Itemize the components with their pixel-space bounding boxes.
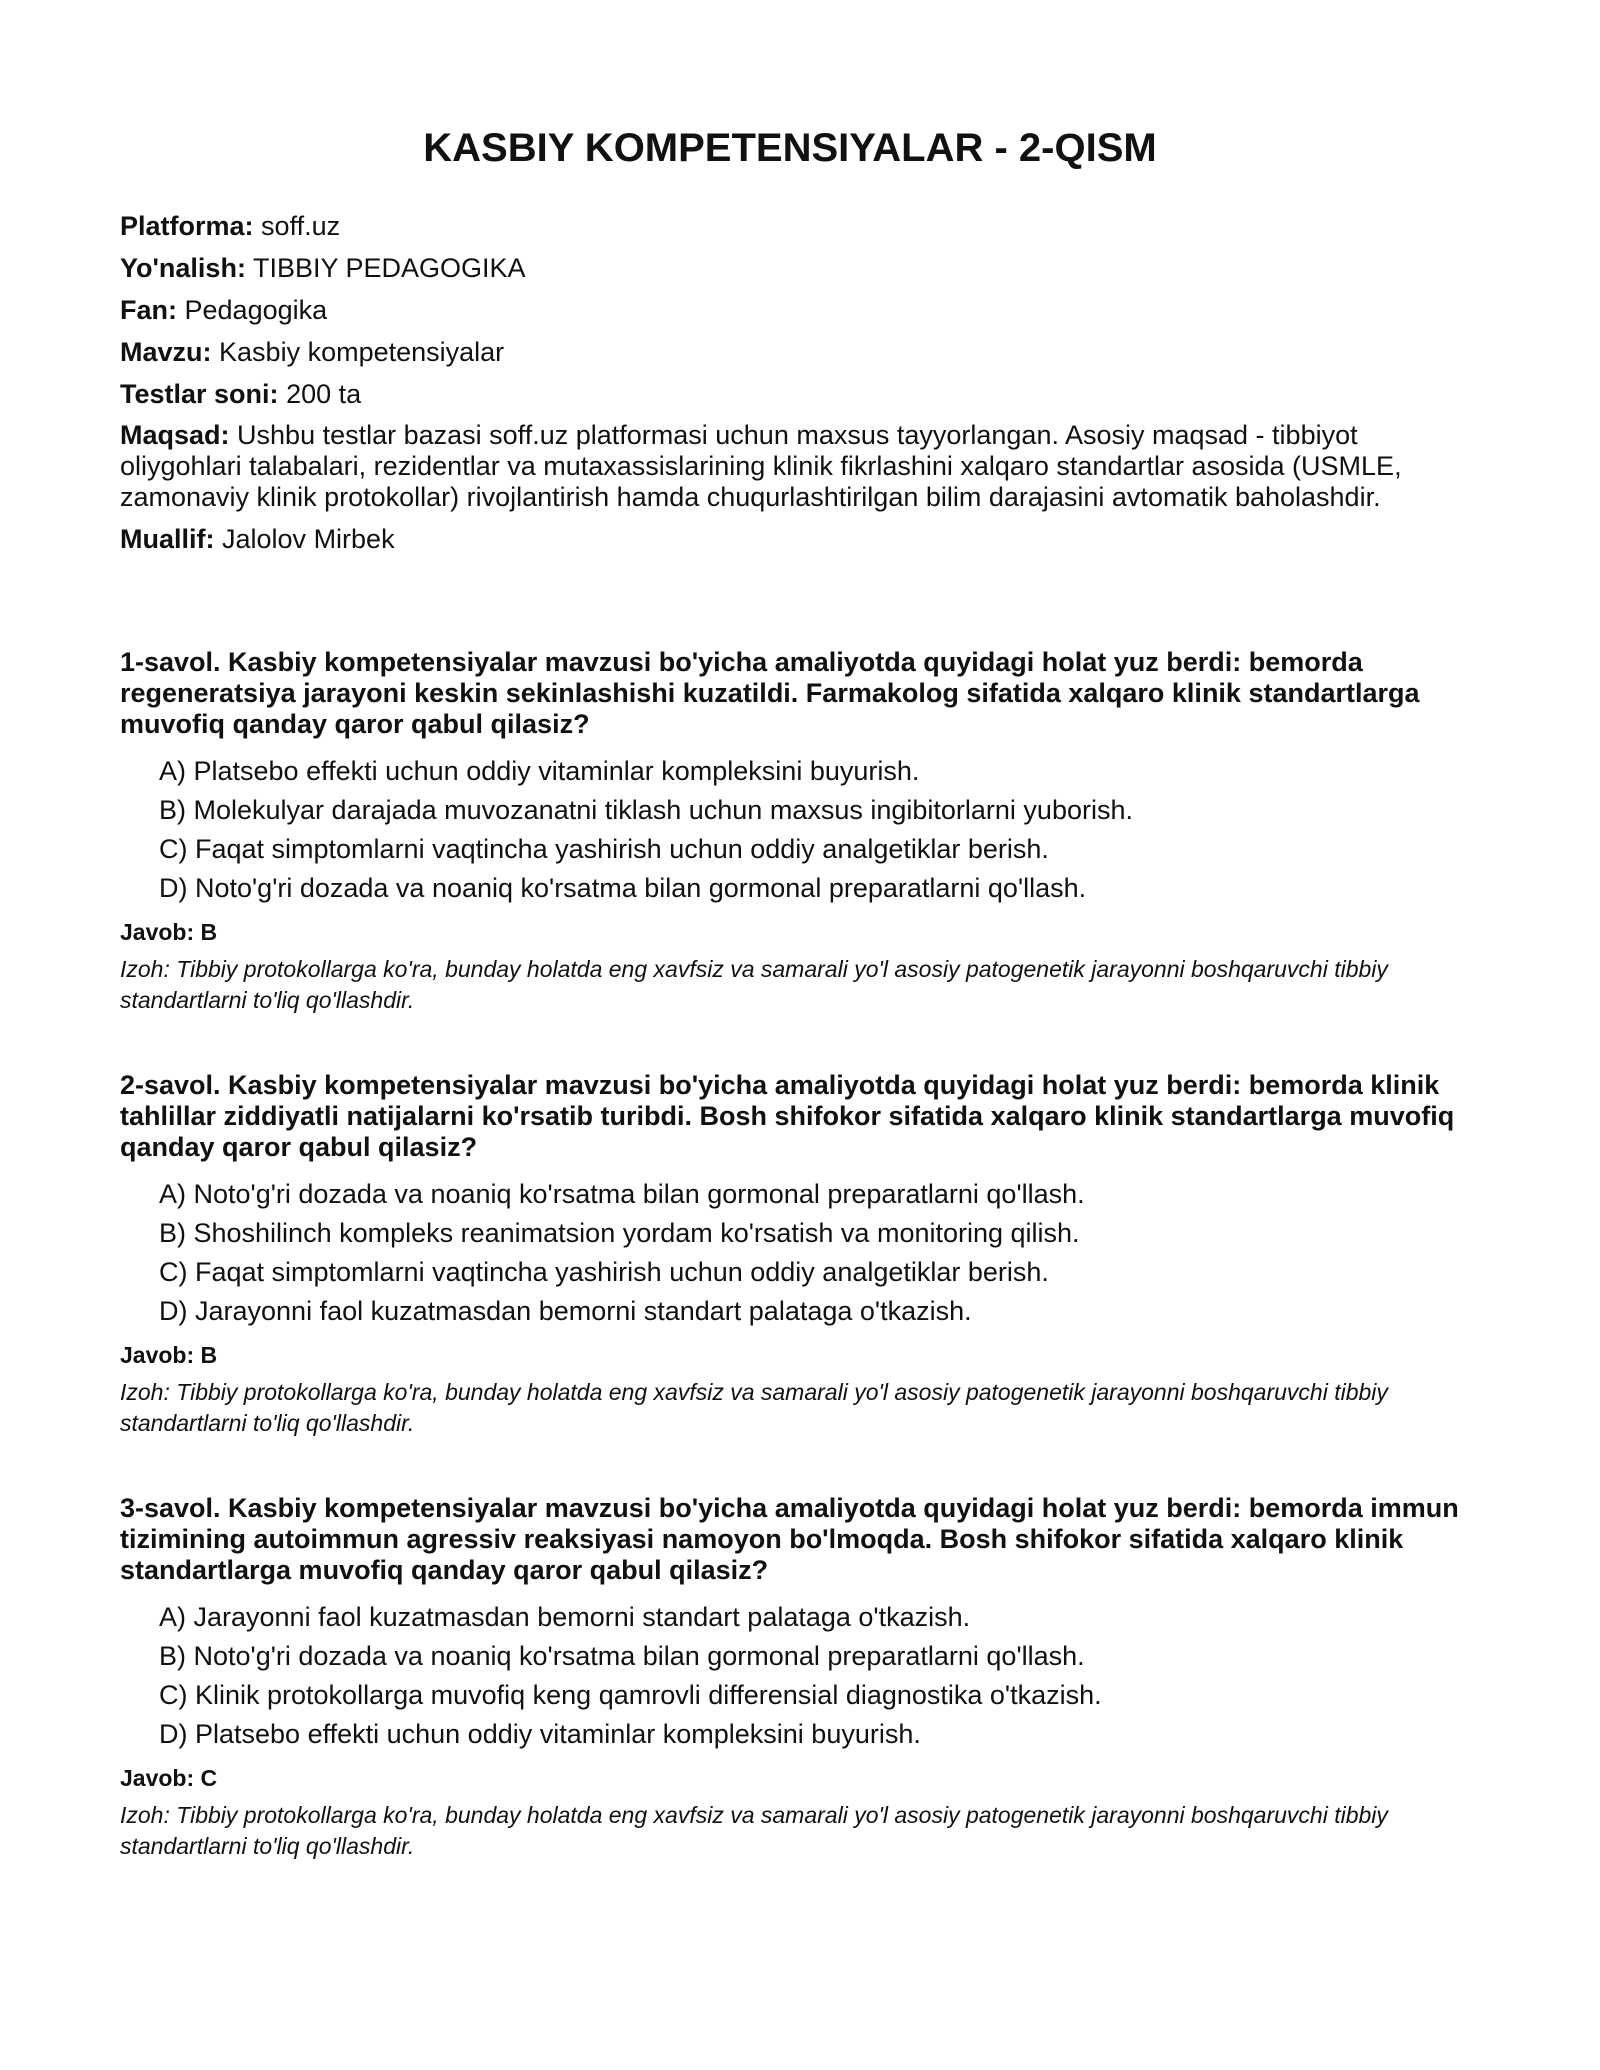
option-b: B) Shoshilinch kompleks reanimatsion yordam ko'rsatish va monitoring qilish. bbox=[159, 1218, 1080, 1248]
option-a: A) Jarayonni faol kuzatmasdan bemorni standart palataga o'tkazish. bbox=[159, 1602, 971, 1632]
answer-options bbox=[120, 1598, 1460, 1754]
option-c: C) Klinik protokollarga muvofiq keng qamrovli differensial diagnostika o'tkazish. bbox=[159, 1680, 1102, 1710]
document-title: KASBIY KOMPETENSIYALAR - 2-QISM bbox=[423, 126, 1157, 170]
option-b: B) Noto'g'ri dozada va noaniq ko'rsatma bilan gormonal preparatlarni qo'llash. bbox=[159, 1641, 1085, 1671]
meta-topic bbox=[120, 336, 1460, 368]
explanation-note: Izoh: Tibbiy protokollarga ko'ra, bunday holatda eng xavfsiz va samarali yo'l asosiy patogenetik jarayonni boshqaruvchi tibbiy standartlarni to'liq qo'llashdir. bbox=[120, 1379, 1388, 1436]
meta-author-value: Jalolov Mirbek bbox=[222, 524, 395, 554]
option-a: A) Platsebo effekti uchun oddiy vitaminlar kompleksini buyurish. bbox=[159, 756, 920, 786]
document-page bbox=[120, 120, 1460, 1862]
meta-direction-label: Yo'nalish: bbox=[120, 253, 246, 283]
meta-count-label: Testlar soni: bbox=[120, 379, 279, 409]
meta-topic-value: Kasbiy kompetensiyalar bbox=[219, 337, 505, 367]
question-2 bbox=[120, 1070, 1460, 1439]
correct-answer: Javob: B bbox=[120, 919, 218, 945]
option-c: C) Faqat simptomlarni vaqtincha yashirish uchun oddiy analgetiklar berish. bbox=[159, 834, 1049, 864]
correct-answer: Javob: C bbox=[120, 1765, 218, 1791]
explanation-note: Izoh: Tibbiy protokollarga ko'ra, bunday holatda eng xavfsiz va samarali yo'l asosiy patogenetik jarayonni boshqaruvchi tibbiy standartlarni to'liq qo'llashdir. bbox=[120, 1802, 1388, 1859]
meta-subject-label: Fan: bbox=[120, 295, 177, 325]
meta-topic-label: Mavzu: bbox=[120, 337, 212, 367]
option-d: D) Platsebo effekti uchun oddiy vitaminlar kompleksini buyurish. bbox=[159, 1719, 921, 1749]
meta-subject bbox=[120, 294, 1460, 326]
question-text: 3-savol. Kasbiy kompetensiyalar mavzusi bo'yicha amaliyotda quyidagi holat yuz berdi: bemorda immun tizimining autoimmun agressiv reaksiyasi namoyon bo'lmoqda. Bosh shifokor sifatida xalqaro klinik standartlarga muvofiq qanday qaror qabul qilasiz? bbox=[120, 1493, 1459, 1585]
question-1 bbox=[120, 647, 1460, 1016]
meta-goal-value: Ushbu testlar bazasi soff.uz platformasi uchun maxsus tayyorlangan. Asosiy maqsad - tibbiyot oliygohlari talabalari, rezidentlar va mutaxassislarining klinik fikrlashini xalqaro standartlar asosida (USMLE, zamonaviy klinik protokollar) rivojlantirish hamda chuqurlashtirilgan bilim darajasini avtomatik baholashdir. bbox=[120, 420, 1402, 512]
explanation-note: Izoh: Tibbiy protokollarga ko'ra, bunday holatda eng xavfsiz va samarali yo'l asosiy patogenetik jarayonni boshqaruvchi tibbiy standartlarni to'liq qo'llashdir. bbox=[120, 956, 1388, 1013]
meta-count-value: 200 ta bbox=[286, 379, 362, 409]
option-b: B) Molekulyar darajada muvozanatni tiklash uchun maxsus ingibitorlarni yuborish. bbox=[159, 795, 1133, 825]
option-a: A) Noto'g'ri dozada va noaniq ko'rsatma bilan gormonal preparatlarni qo'llash. bbox=[159, 1179, 1085, 1209]
correct-answer: Javob: B bbox=[120, 1342, 218, 1368]
answer-options bbox=[120, 752, 1460, 908]
meta-platform bbox=[120, 210, 1460, 242]
meta-subject-value: Pedagogika bbox=[184, 295, 328, 325]
meta-goal bbox=[120, 420, 1460, 513]
question-text: 1-savol. Kasbiy kompetensiyalar mavzusi bo'yicha amaliyotda quyidagi holat yuz berdi: bemorda regeneratsiya jarayoni keskin sekinlashishi kuzatildi. Farmakolog sifatida xalqaro klinik standartlarga muvofiq qanday qaror qabul qilasiz? bbox=[120, 647, 1420, 739]
option-d: D) Jarayonni faol kuzatmasdan bemorni standart palataga o'tkazish. bbox=[159, 1296, 972, 1326]
meta-direction bbox=[120, 252, 1460, 284]
meta-platform-label: Platforma: bbox=[120, 211, 254, 241]
question-text: 2-savol. Kasbiy kompetensiyalar mavzusi bo'yicha amaliyotda quyidagi holat yuz berdi: bemorda klinik tahlillar ziddiyatli natijalarni ko'rsatib turibdi. Bosh shifokor sifatida xalqaro klinik standartlarga muvofiq qanday qaror qabul qilasiz? bbox=[120, 1070, 1455, 1162]
meta-author-label: Muallif: bbox=[120, 524, 215, 554]
answer-options bbox=[120, 1175, 1460, 1331]
meta-author bbox=[120, 523, 1460, 555]
document-meta bbox=[120, 210, 1460, 555]
meta-direction-value: TIBBIY PEDAGOGIKA bbox=[252, 253, 526, 283]
meta-count bbox=[120, 378, 1460, 410]
option-d: D) Noto'g'ri dozada va noaniq ko'rsatma bilan gormonal preparatlarni qo'llash. bbox=[159, 873, 1087, 903]
meta-goal-label: Maqsad: bbox=[120, 420, 230, 450]
meta-platform-value: soff.uz bbox=[261, 211, 341, 241]
question-3 bbox=[120, 1493, 1460, 1862]
option-c: C) Faqat simptomlarni vaqtincha yashirish uchun oddiy analgetiklar berish. bbox=[159, 1257, 1049, 1287]
